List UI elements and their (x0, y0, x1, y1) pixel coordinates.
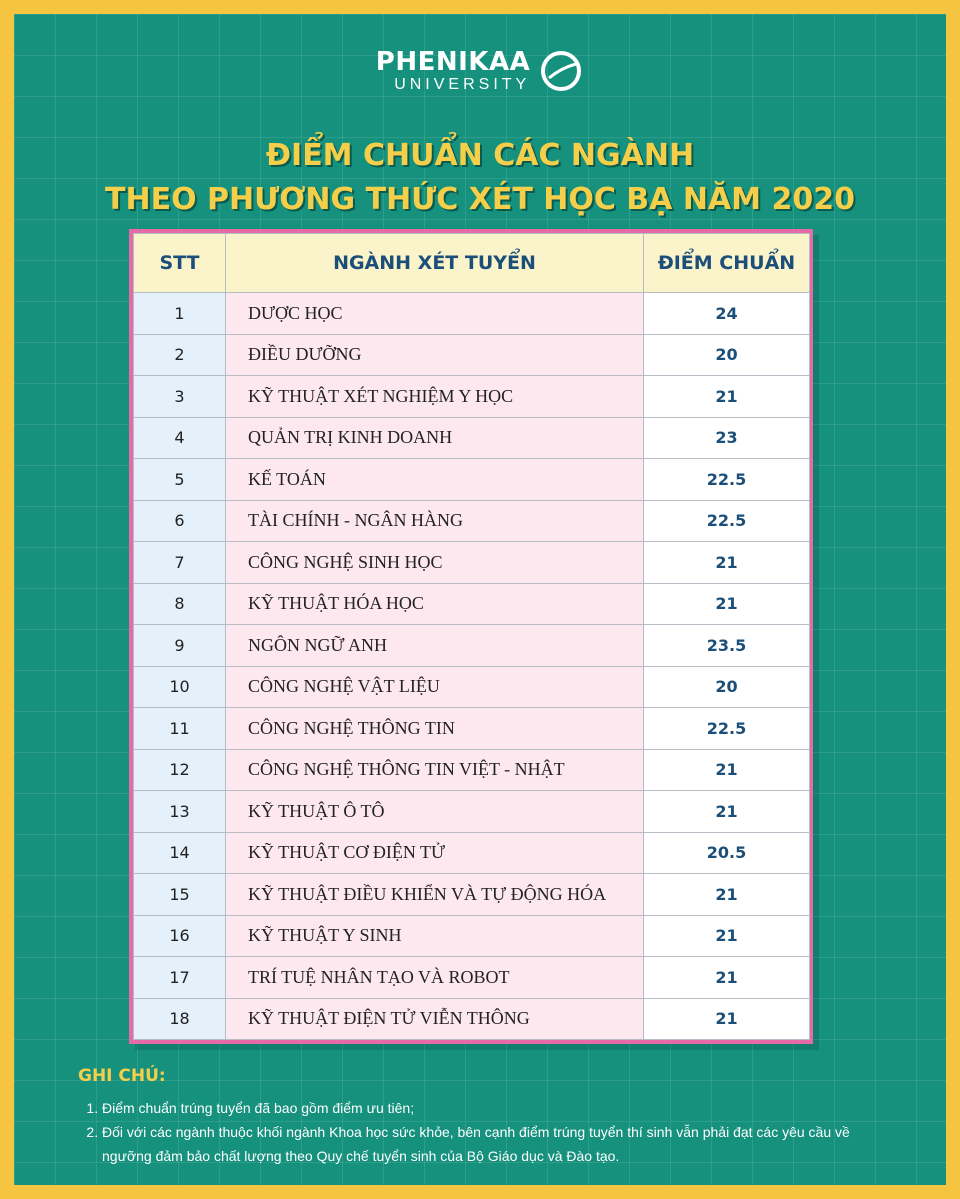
table-row (134, 957, 810, 999)
table-row (134, 998, 810, 1040)
row-stt: 10 (134, 666, 226, 708)
row-major-name: KẾ TOÁN (226, 459, 644, 501)
row-stt: 14 (134, 832, 226, 874)
notes-section (78, 1066, 898, 1168)
row-score: 20 (644, 666, 810, 708)
row-score: 21 (644, 749, 810, 791)
row-score: 24 (644, 293, 810, 335)
table-row (134, 376, 810, 418)
row-score: 21 (644, 376, 810, 418)
row-stt: 12 (134, 749, 226, 791)
table-row (134, 417, 810, 459)
notes-title: GHI CHÚ: (78, 1066, 166, 1086)
row-stt: 18 (134, 998, 226, 1040)
row-major-name: CÔNG NGHỆ SINH HỌC (226, 542, 644, 584)
row-score: 21 (644, 583, 810, 625)
row-score: 23.5 (644, 625, 810, 667)
row-stt: 16 (134, 915, 226, 957)
logo-sub: UNIVERSITY (394, 76, 531, 93)
row-score: 22.5 (644, 459, 810, 501)
table-row (134, 334, 810, 376)
row-score: 22.5 (644, 500, 810, 542)
university-logo (14, 48, 946, 94)
table-row (134, 542, 810, 584)
score-table (129, 229, 813, 1044)
header-score: ĐIỂM CHUẨN (644, 234, 810, 293)
row-score: 23 (644, 417, 810, 459)
row-stt: 5 (134, 459, 226, 501)
row-major-name: TÀI CHÍNH - NGÂN HÀNG (226, 500, 644, 542)
row-score: 21 (644, 791, 810, 833)
row-major-name: QUẢN TRỊ KINH DOANH (226, 417, 644, 459)
table-row (134, 749, 810, 791)
row-major-name: KỸ THUẬT ĐIỀU KHIỂN VÀ TỰ ĐỘNG HÓA (226, 874, 644, 916)
row-stt: 7 (134, 542, 226, 584)
table-row (134, 293, 810, 335)
row-stt: 2 (134, 334, 226, 376)
row-major-name: KỸ THUẬT CƠ ĐIỆN TỬ (226, 832, 644, 874)
row-score: 20 (644, 334, 810, 376)
table-row (134, 500, 810, 542)
row-major-name: KỸ THUẬT Ô TÔ (226, 791, 644, 833)
row-major-name: CÔNG NGHỆ THÔNG TIN (226, 708, 644, 750)
row-score: 20.5 (644, 832, 810, 874)
table-row (134, 832, 810, 874)
table-row (134, 459, 810, 501)
table-row (134, 583, 810, 625)
title-line-1: ĐIỂM CHUẨN CÁC NGÀNH (265, 138, 695, 173)
header-stt: STT (134, 234, 226, 293)
row-major-name: KỸ THUẬT ĐIỆN TỬ VIỄN THÔNG (226, 998, 644, 1040)
row-score: 22.5 (644, 708, 810, 750)
logo-brand: PHENIKAA (375, 47, 531, 77)
row-stt: 17 (134, 957, 226, 999)
row-stt: 1 (134, 293, 226, 335)
table-header-row (134, 234, 810, 293)
row-stt: 4 (134, 417, 226, 459)
row-major-name: KỸ THUẬT Y SINH (226, 915, 644, 957)
row-stt: 8 (134, 583, 226, 625)
table-row (134, 625, 810, 667)
logo-ring-icon (538, 48, 584, 94)
row-stt: 15 (134, 874, 226, 916)
row-major-name: ĐIỀU DƯỠNG (226, 334, 644, 376)
row-score: 21 (644, 874, 810, 916)
title-line-2: THEO PHƯƠNG THỨC XÉT HỌC BẠ NĂM 2020 (105, 182, 855, 217)
row-stt: 6 (134, 500, 226, 542)
header-name: NGÀNH XÉT TUYỂN (226, 234, 644, 293)
table-row (134, 874, 810, 916)
note-item: 2. Đối với các ngành thuộc khối ngành Khoa học sức khỏe, bên cạnh điểm trúng tuyển thí sinh vẫn phải đạt các yêu cầu về ngưỡng đảm bảo chất lượng theo Quy chế tuyển sinh của Bộ Giáo dục và Đào tạo. (102, 1120, 898, 1168)
row-major-name: KỸ THUẬT HÓA HỌC (226, 583, 644, 625)
row-stt: 11 (134, 708, 226, 750)
row-major-name: CÔNG NGHỆ VẬT LIỆU (226, 666, 644, 708)
row-score: 21 (644, 542, 810, 584)
note-item: 1. Điểm chuẩn trúng tuyển đã bao gồm điểm ưu tiên; (102, 1096, 898, 1120)
row-major-name: DƯỢC HỌC (226, 293, 644, 335)
row-score: 21 (644, 998, 810, 1040)
row-major-name: CÔNG NGHỆ THÔNG TIN VIỆT - NHẬT (226, 749, 644, 791)
row-stt: 3 (134, 376, 226, 418)
table-row (134, 791, 810, 833)
table-row (134, 666, 810, 708)
table-row (134, 915, 810, 957)
row-stt: 9 (134, 625, 226, 667)
row-major-name: NGÔN NGỮ ANH (226, 625, 644, 667)
row-major-name: KỸ THUẬT XÉT NGHIỆM Y HỌC (226, 376, 644, 418)
row-stt: 13 (134, 791, 226, 833)
page-title (14, 134, 946, 222)
row-score: 21 (644, 915, 810, 957)
row-major-name: TRÍ TUỆ NHÂN TẠO VÀ ROBOT (226, 957, 644, 999)
row-score: 21 (644, 957, 810, 999)
table-row (134, 708, 810, 750)
